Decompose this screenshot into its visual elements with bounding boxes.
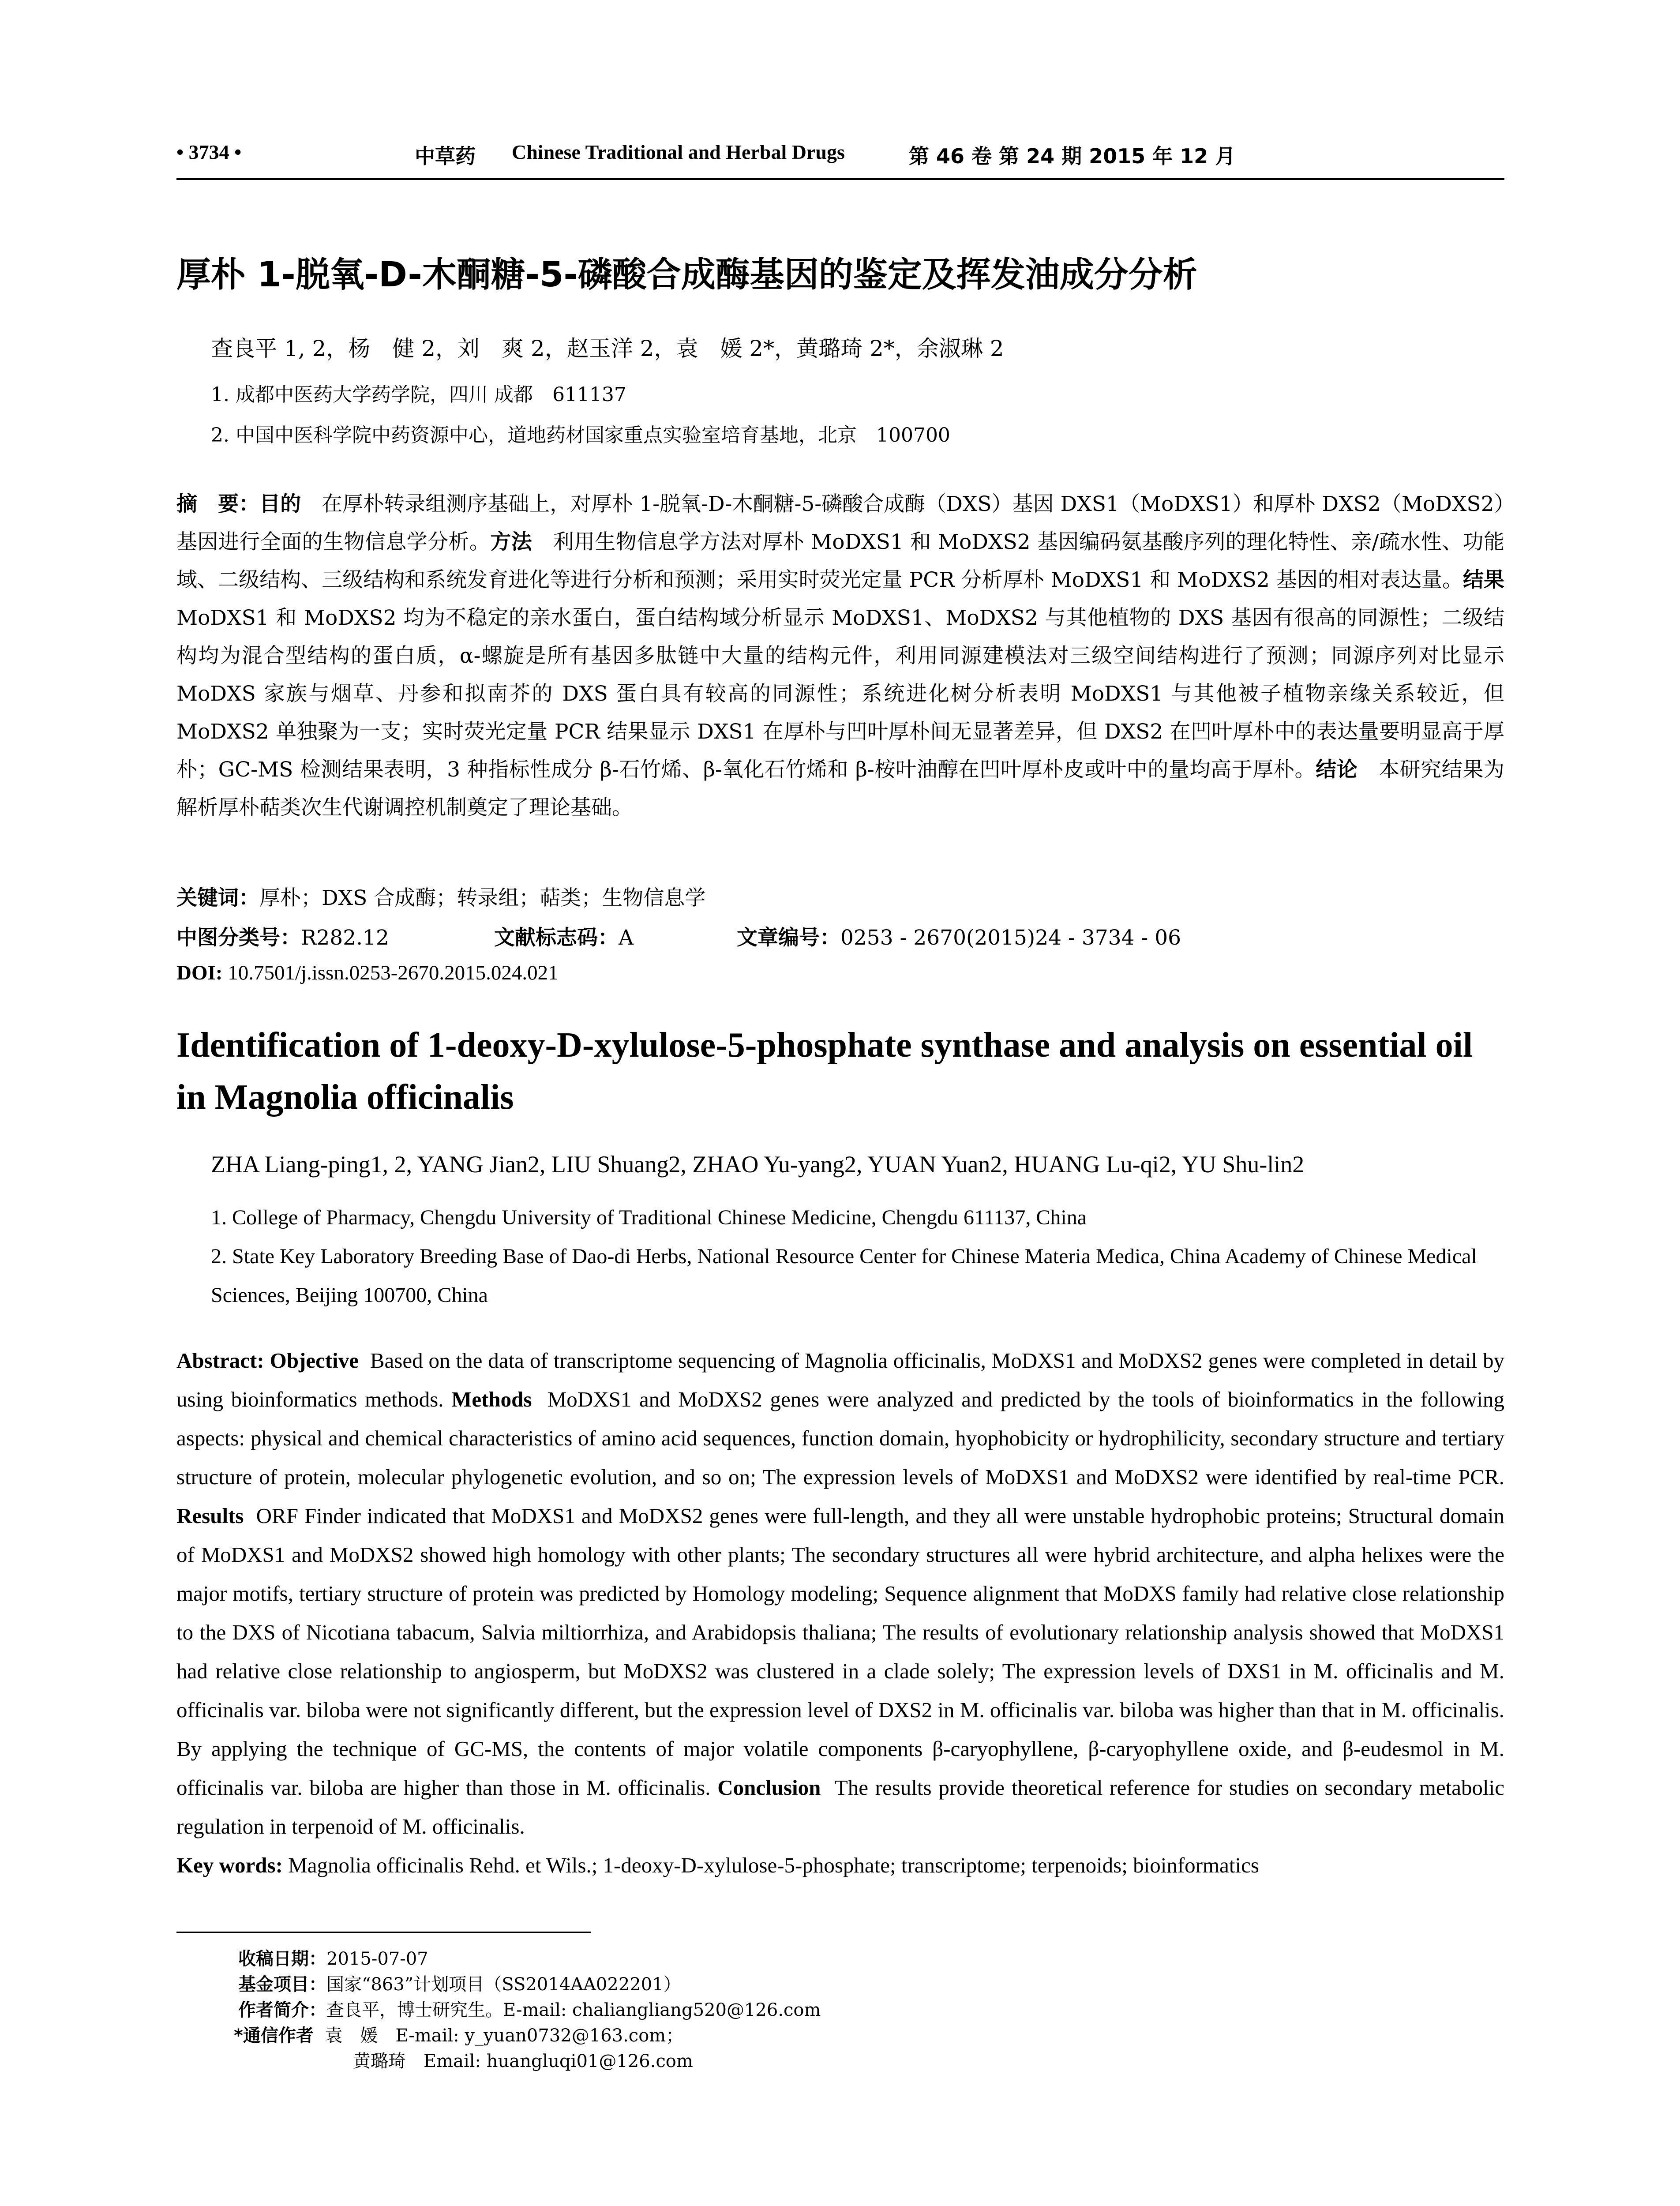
cn-conclusion-label: 结论	[1316, 758, 1358, 782]
cn-affiliation-1: 1. 成都中医药大学药学院，四川 成都 611137	[211, 383, 626, 406]
en-abstract-label: Abstract: Objective	[176, 1348, 359, 1373]
cn-keywords-label: 关键词：	[176, 886, 259, 910]
en-authors: ZHA Liang-ping1, 2, YANG Jian2, LIU Shuang2, ZHAO Yu-yang2, YUAN Yuan2, HUANG Lu-qi2, YU Shu-lin2	[211, 1151, 1305, 1178]
cn-affiliation-2: 2. 中国中医科学院中药资源中心，道地药材国家重点实验室培育基地，北京 100700	[211, 424, 950, 446]
en-objective-text: Based on the data of transcriptome sequencing of Magnolia officinalis, MoDXS1 and MoDXS2 genes were completed in detail by using bioinformatics methods.	[176, 1348, 1505, 1411]
cn-abstract-label: 摘 要：	[176, 492, 260, 516]
header-rule	[176, 178, 1504, 180]
cn-objective-text: 在厚朴转录组测序基础上，对厚朴 1-脱氧-D-木酮糖-5-磷酸合成酶（DXS）基因 DXS1（MoDXS1）和厚朴 DXS2（MoDXS2）基因进行全面的生物信息学分析。	[176, 492, 1504, 554]
footnote-rule	[176, 1932, 591, 1933]
en-conclusion-label: Conclusion	[717, 1775, 821, 1800]
cn-authors: 查良平 1, 2，杨 健 2，刘 爽 2，赵玉洋 2，袁 媛 2*，黄璐琦 2*，余淑琳 2	[211, 336, 1004, 361]
bio-text: 查良平，博士研究生。E-mail: chaliangliang520@126.com	[326, 2000, 821, 2020]
en-conclusion-text: The results provide theoretical reference for studies on secondary metabolic regulation in terpenoid of M. officinalis.	[176, 1775, 1504, 1838]
footnote-bio	[238, 1996, 821, 2021]
received-date: 2015-07-07	[326, 1949, 428, 1969]
en-title-text: Identification of 1-deoxy-D-xylulose-5-phosphate synthase and analysis on essential oil in Magnolia officinalis	[176, 1026, 1473, 1117]
cn-results-label: 结果	[1462, 568, 1504, 592]
cn-keywords-text: 厚朴；DXS 合成酶；转录组；萜类；生物信息学	[259, 886, 706, 910]
doc-code-label: 文献标志码：	[494, 926, 619, 950]
en-methods-text: MoDXS1 and MoDXS2 genes were analyzed and predicted by the tools of bioinformatics in the following aspects: physical and chemical characteristics of amino acid sequences, function domain, hyophobicity or hydrophilicity, secondary structure and tertiary structure of protein, molecular phylogenetic evolution, and so on; The expression levels of MoDXS1 and MoDXS2 were identified by real-time PCR.	[176, 1387, 1505, 1489]
doi-value: 10.7501/j.issn.0253-2670.2015.024.021	[228, 961, 559, 984]
en-results-label: Results	[176, 1504, 244, 1528]
cn-methods-label: 方法	[490, 530, 532, 554]
cn-methods-text: 利用生物信息学方法对厚朴 MoDXS1 和 MoDXS2 基因编码氨基酸序列的理化特性、亲/疏水性、功能域、二级结构、三级结构和系统发育进化等进行分析和预测；采用实时荧光定量 PCR 分析厚朴 MoDXS1 和 MoDXS2 基因的相对表达量。	[176, 530, 1505, 592]
corr-author-1: 袁 媛 E-mail: y_yuan0732@163.com；	[325, 2026, 684, 2046]
doc-code-value: A	[619, 926, 634, 950]
en-affiliation-2: 2. State Key Laboratory Breeding Base of Dao-di Herbs, National Resource Center for Chinese Materia Medica, China Academy of Chinese Medical Sciences, Beijing 100700, China	[211, 1245, 1477, 1307]
corr-author-2: 黄璐琦 Email: huangluqi01@126.com	[353, 2051, 693, 2071]
article-number-label: 文章编号：	[737, 926, 840, 950]
fund-label: 基金项目：	[238, 1974, 326, 1995]
running-header	[176, 140, 1504, 171]
cn-classification-line	[176, 921, 389, 951]
cn-keywords	[176, 882, 705, 911]
cn-objective-label: 目的	[259, 492, 301, 516]
en-results-text: ORF Finder indicated that MoDXS1 and MoDXS2 genes were full-length, and they all were unstable hydrophobic proteins; Structural domain of MoDXS1 and MoDXS2 showed high homology with other plants; The secondary structures all were hybrid architecture, and alpha helixes were the major motifs, tertiary structure of protein was predicted by Homology modeling; Sequence alignment that MoDXS family had relative close relationship to the DXS of Nicotiana tabacum, Salvia miltiorrhiza, and Arabidopsis thaliana; The results of evolutionary relationship analysis showed that MoDXS1 had relative close relationship to angiosperm, but MoDXS2 was clustered in a clade solely; The expression levels of DXS1 in M. officinalis and M. officinalis var. biloba were not significantly different, but the expression level of DXS2 in M. officinalis var. biloba was higher than that in M. officinalis. By applying the technique of GC-MS, the contents of major volatile components β-caryophyllene, β-caryophyllene oxide, and β-eudesmol in M. officinalis var. biloba are higher than those in M. officinalis.	[176, 1504, 1505, 1800]
bio-label: 作者简介：	[238, 2000, 326, 2020]
page-number: • 3734 •	[176, 141, 242, 163]
cn-title: 厚朴 1-脱氧-D-木酮糖-5-磷酸合成酶基因的鉴定及挥发油成分分析	[176, 255, 1197, 295]
fund-text: 国家“863”计划项目（SS2014AA022201）	[326, 1974, 681, 1995]
en-affiliation-1: 1. College of Pharmacy, Chengdu University of Traditional Chinese Medicine, Chengdu 611137, China	[211, 1206, 1087, 1229]
doc-code	[494, 921, 634, 951]
corr-label: *通信作者	[234, 2026, 314, 2046]
received-label: 收稿日期：	[238, 1949, 326, 1969]
en-methods-label: Methods	[451, 1387, 532, 1411]
article-number-value: 0253 - 2670(2015)24 - 3734 - 06	[840, 926, 1181, 950]
footnote-corresponding	[234, 2022, 683, 2047]
journal-name-en: Chinese Traditional and Herbal Drugs	[512, 141, 845, 163]
doi-label: DOI:	[176, 961, 223, 984]
cn-results-text: MoDXS1 和 MoDXS2 均为不稳定的亲水蛋白，蛋白结构域分析显示 MoDXS1、MoDXS2 与其他植物的 DXS 基因有很高的同源性；二级结构均为混合型结构的蛋白质，α-螺旋是所有基因多肽链中大量的结构元件，利用同源建模法对三级空间结构进行了预测；同源序列对比显示 MoDXS 家族与烟草、丹参和拟南芥的 DXS 蛋白具有较高的同源性；系统进化树分析表明 MoDXS1 与其他被子植物亲缘关系较近，但 MoDXS2 单独聚为一支；实时荧光定量 PCR 结果显示 DXS1 在厚朴与凹叶厚朴间无显著差异，但 DXS2 在凹叶厚朴中的表达量要明显高于厚朴；GC-MS 检测结果表明，3 种指标性成分 β-石竹烯、β-氧化石竹烯和 β-桉叶油醇在凹叶厚朴皮或叶中的量均高于厚朴。	[176, 606, 1504, 782]
cn-abstract	[176, 485, 1504, 827]
cn-conclusion-text: 本研究结果为解析厚朴萜类次生代谢调控机制奠定了理论基础。	[176, 758, 1505, 820]
en-keywords-label: Key words:	[176, 1853, 283, 1877]
en-keywords-text: Magnolia officinalis Rehd. et Wils.; 1-deoxy-D-xylulose-5-phosphate; transcriptome; terpenoids; bioinformatics	[288, 1853, 1259, 1877]
en-abstract	[176, 1341, 1504, 1885]
en-title	[176, 1019, 1504, 1123]
footnote-received	[238, 1945, 428, 1970]
journal-name-cn: 中草药	[415, 144, 476, 168]
clc-value: R282.12	[301, 926, 389, 950]
footnote-fund	[238, 1970, 681, 1996]
article-number	[737, 921, 1181, 951]
issue-info: 第 46 卷 第 24 期 2015 年 12 月	[909, 144, 1236, 168]
doi-line	[176, 961, 559, 985]
clc-label: 中图分类号：	[176, 926, 301, 950]
